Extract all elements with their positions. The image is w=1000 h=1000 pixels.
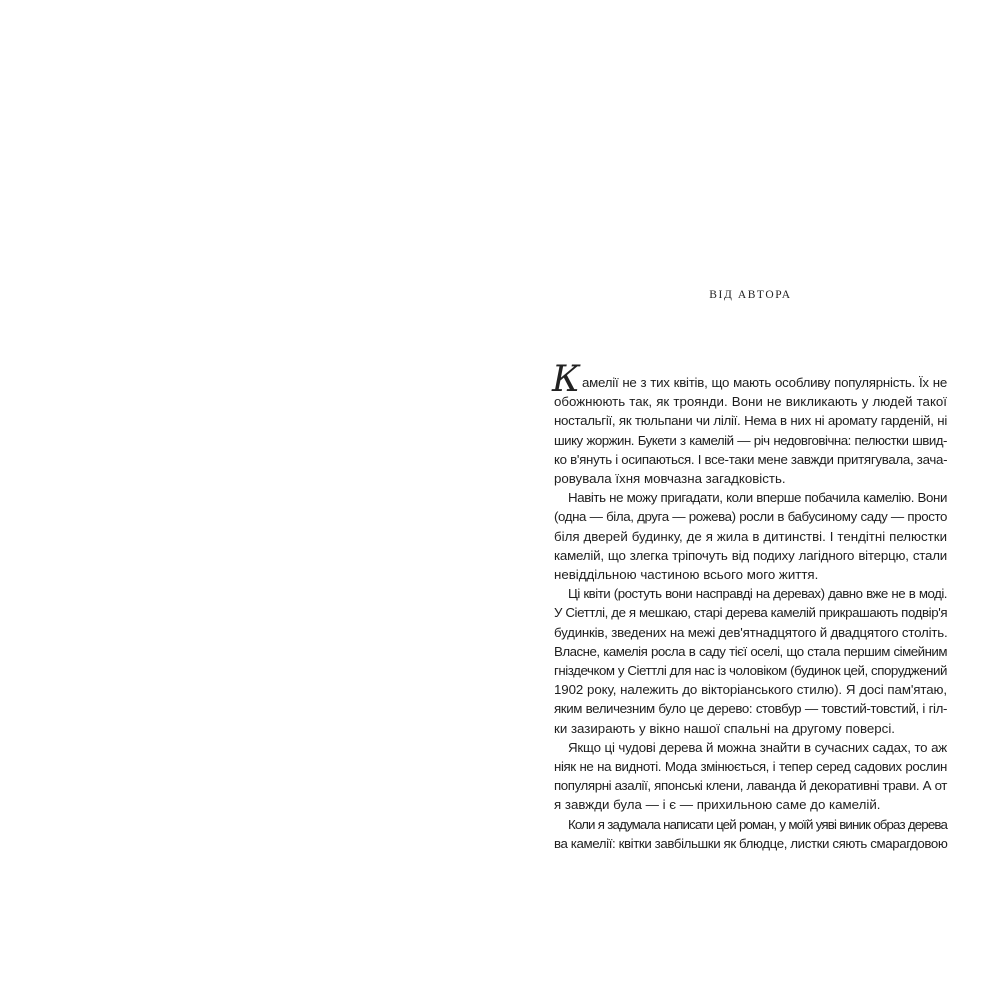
- text-line: будинків, зведених на межі дев'ятнадцятого й двадцятого століть.: [554, 624, 948, 640]
- text-line: амелії не з тих квітів, що мають особливу популярність. Їх не: [582, 375, 947, 390]
- text-line: біля дверей будинку, де я жила в дитинстві. І тендітні пелюстки: [554, 528, 947, 544]
- text-line: Власне, камелія росла в саду тієї оселі, що стала першим сімейним: [554, 643, 947, 659]
- text-line: ва камелії: квітки завбільшки як блюдце, листки сяють смарагдовою: [554, 835, 948, 851]
- paragraph: [554, 488, 947, 584]
- text-line: гніздечком у Сіеттлі для нас із чоловіком (будинок цей, споруджений: [554, 663, 947, 679]
- paragraph: [552, 359, 948, 488]
- text-line: ко в'януть і осипаються. І все-таки мене завжди притягувала, зача-: [554, 451, 948, 467]
- text-line: ки зазирають у вікно нашої спальні на другому поверсі.: [554, 720, 895, 736]
- paragraph: [554, 815, 947, 853]
- text-line: 1902 року, належить до вікторіанського стилю). Я досі пам'ятаю,: [554, 682, 947, 698]
- text-line: шику жоржин. Букети з камелій — річ недовговічна: пелюстки швид-: [554, 432, 947, 448]
- text-line: ніяк не на видноті. Мода змінюється, і тепер серед садових рослин: [554, 759, 947, 775]
- text-line: ровувала їхня мовчазна загадковість.: [554, 471, 786, 487]
- text-line: Навіть не можу пригадати, коли вперше побачила камелію. Вони: [568, 490, 947, 506]
- paragraph: [554, 584, 947, 738]
- drop-cap: К: [552, 359, 580, 400]
- first-line: [552, 359, 947, 400]
- text-line: камелій, що злегка тріпочуть від подиху лагідного вітерцю, стали: [554, 547, 947, 563]
- text-line: яким величезним було це дерево: стовбур — товстий-товстий, і гіл-: [554, 701, 947, 717]
- text-line: Ці квіти (ростуть вони насправді на деревах) давно вже не в моді.: [568, 586, 947, 602]
- text-line: (одна — біла, друга — рожева) росли в бабусиному саду — просто: [554, 509, 947, 525]
- text-line: У Сіеттлі, де я мешкаю, старі дерева камелій прикрашають подвір'я: [554, 605, 948, 621]
- text-line: популярні азалії, японські клени, лаванда й декоративні трави. А от: [554, 778, 947, 794]
- text-line: обожнюють так, як троянди. Вони не викликають у людей такої: [554, 394, 947, 410]
- text-line: Коли я задумала написати цей роман, у моїй уяві виник образ дерева: [568, 816, 947, 832]
- text-line: ностальгії, як тюльпани чи лілії. Нема в них ні аромату гарденій, ні: [554, 413, 947, 429]
- text-line: я завжди була — і є — прихильною саме до камелій.: [554, 797, 881, 813]
- section-heading: ВІД АВТОРА: [709, 289, 792, 301]
- text-line: невіддільною частиною всього мого життя.: [554, 567, 819, 583]
- body-text: [552, 359, 948, 853]
- paragraph: [554, 738, 947, 815]
- text-line: Якщо ці чудові дерева й можна знайти в сучасних садах, то аж: [568, 739, 947, 755]
